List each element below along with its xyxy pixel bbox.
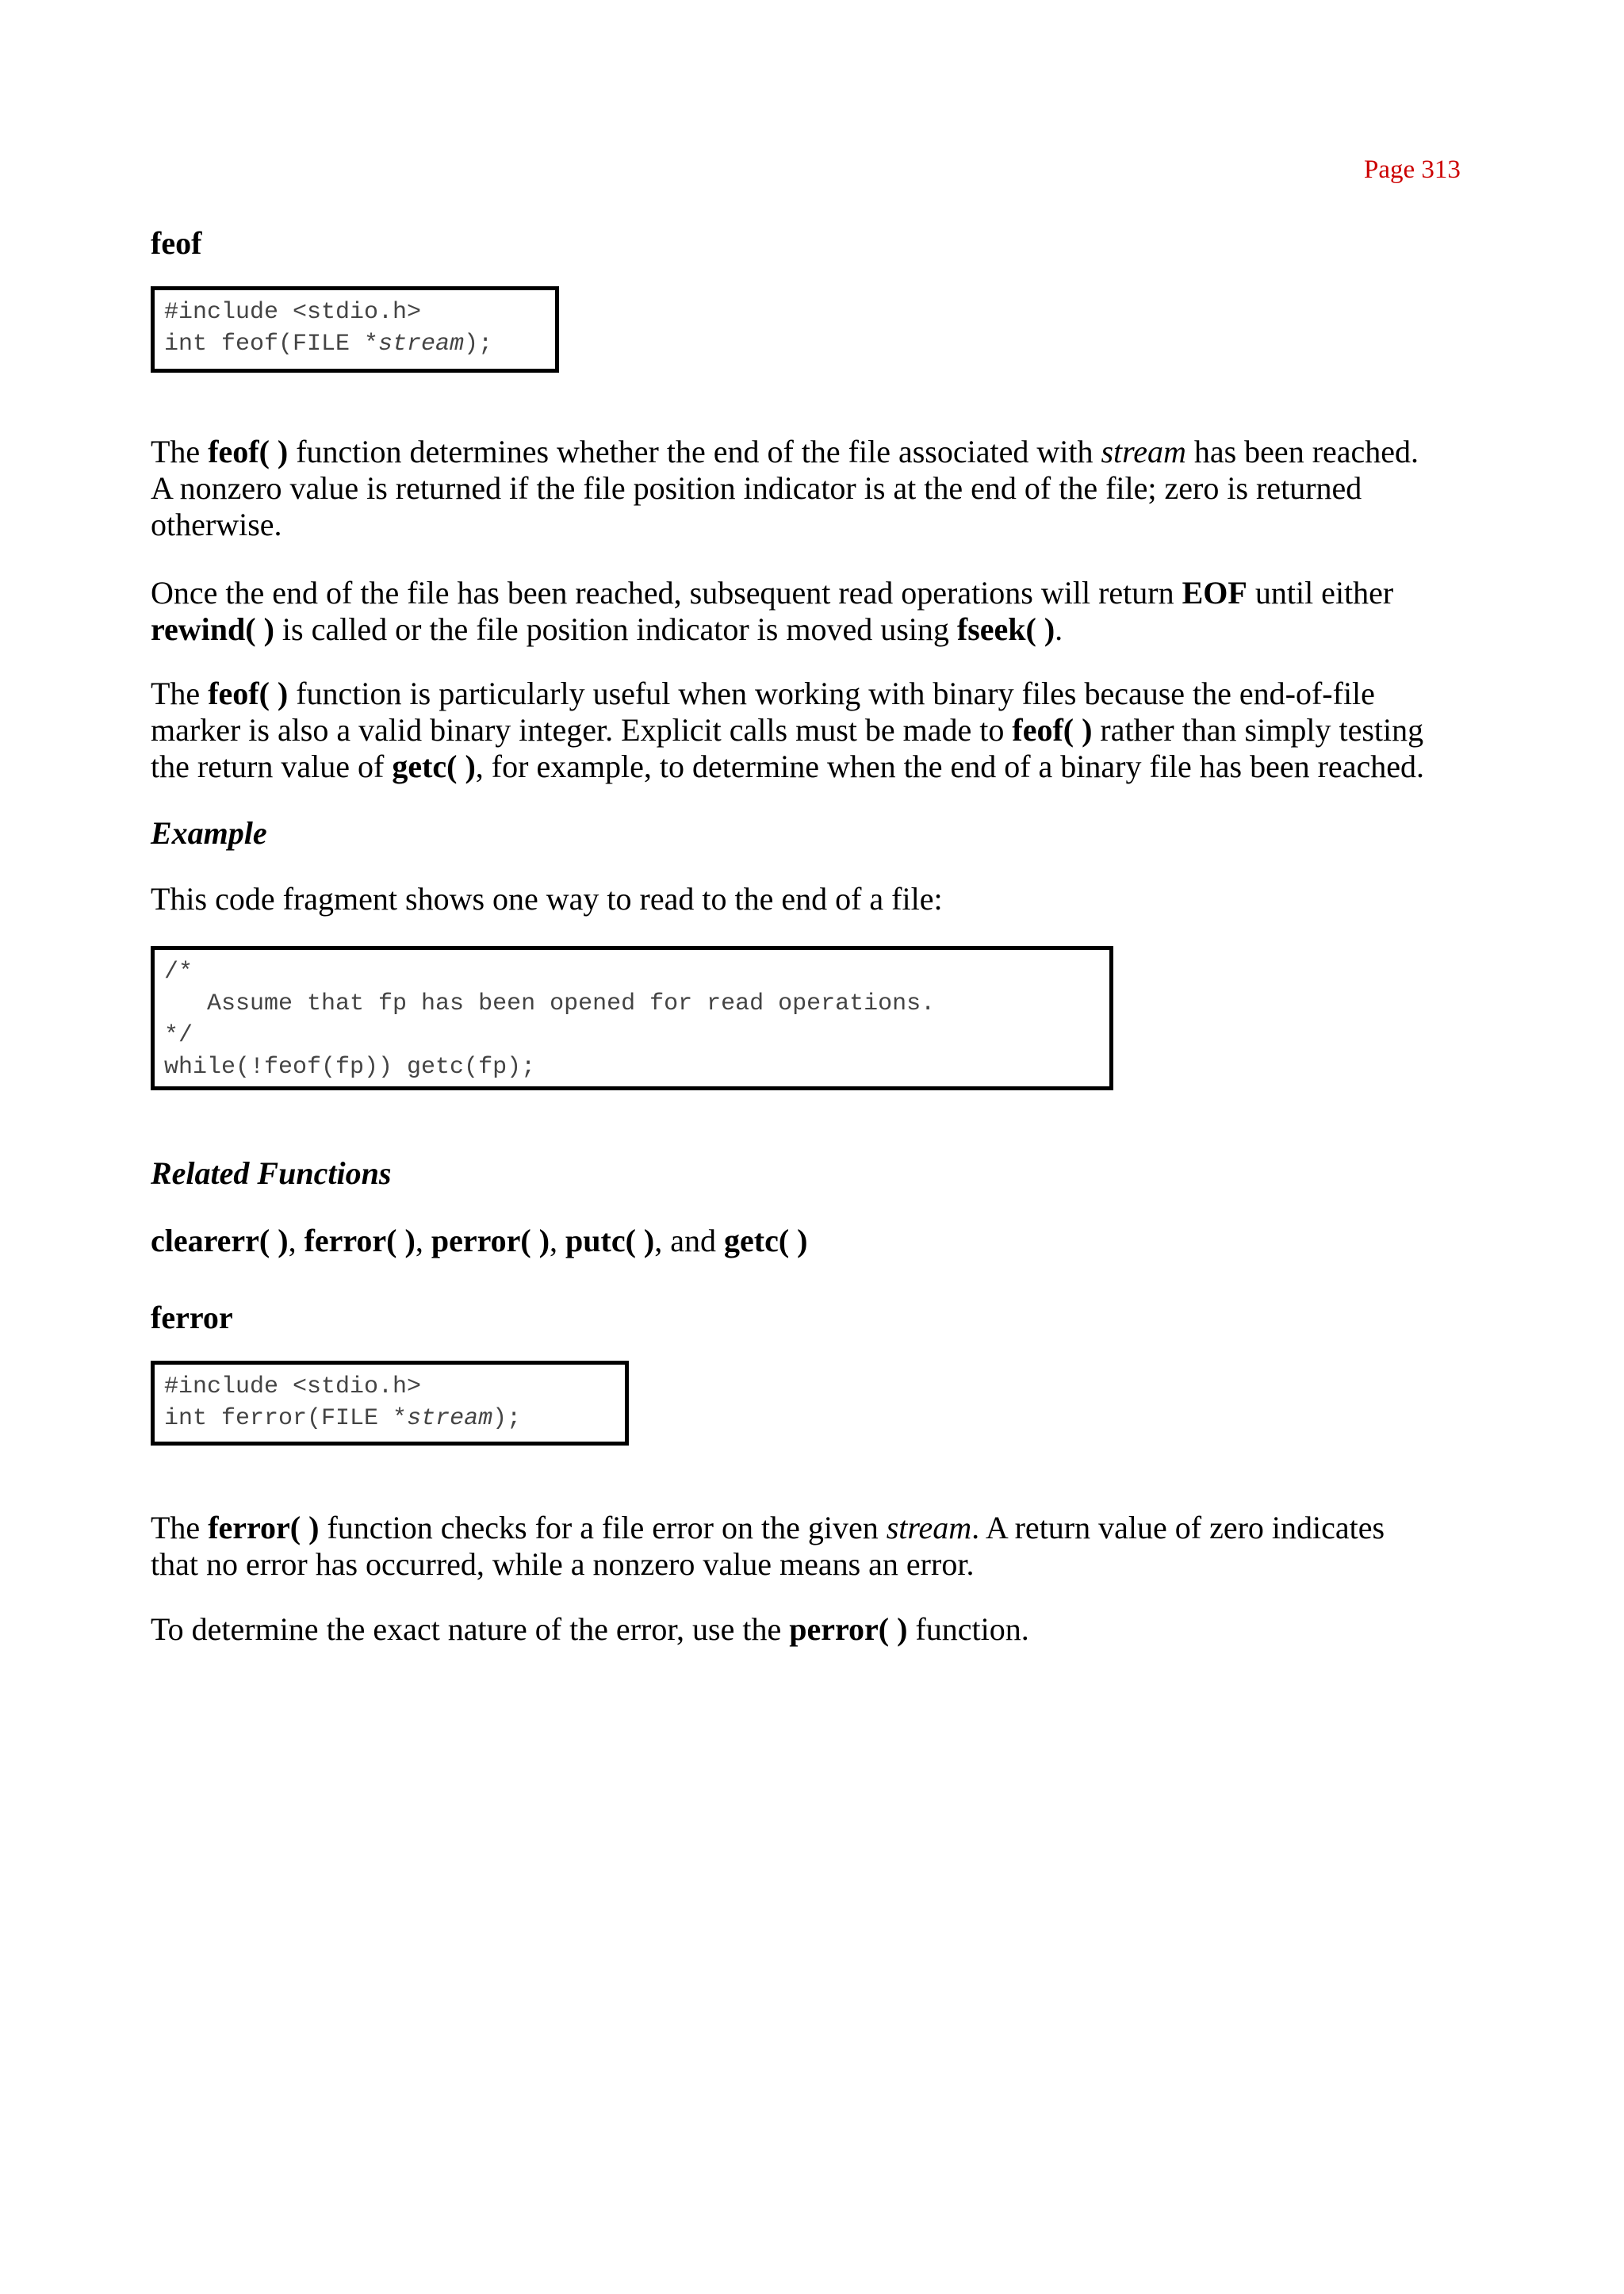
feof-prototype-box	[151, 286, 559, 373]
code-param: stream	[407, 1405, 493, 1432]
section-title-feof: feof	[151, 225, 202, 261]
example-heading: Example	[151, 815, 267, 851]
related-functions-list: clearerr( ), ferror( ), perror( ), putc( ), and getc( )	[151, 1223, 808, 1258]
ferror-perror-paragraph: To determine the exact nature of the error, use the perror( ) function.	[151, 1611, 1029, 1647]
ferror-description-paragraph: The ferror( ) function checks for a file error on the given stream. A return value of zero indicates that no error has occurred, while a nonzero value means an error.	[151, 1510, 1385, 1582]
code-line: #include <stdio.h>	[164, 299, 422, 326]
feof-description-paragraph: The feof( ) function determines whether the end of the file associated with stream has been reached. A nonzero value is returned if the file position indicator is at the end of the file; zero is returned otherwise.	[151, 434, 1419, 542]
example-code-box	[151, 946, 1113, 1090]
example-intro: This code fragment shows one way to read to the end of a file:	[151, 881, 943, 917]
code-line: #include <stdio.h>	[164, 1373, 422, 1400]
code-line: int feof(FILE *	[164, 331, 379, 358]
feof-binary-paragraph: The feof( ) function is particularly useful when working with binary files because the end-of-file marker is also a valid binary integer. Explicit calls must be made to feof( ) rather than simply testing the return value of getc( ), for example, to determine when the end of a binary file has been reached.	[151, 676, 1424, 784]
related-function: perror( )	[431, 1223, 550, 1258]
related-function: ferror( )	[304, 1223, 416, 1258]
code-line: );	[492, 1405, 522, 1432]
related-function: clearerr( )	[151, 1223, 289, 1258]
related-function: getc( )	[724, 1223, 808, 1258]
related-functions-heading: Related Functions	[151, 1155, 392, 1191]
code-param: stream	[378, 331, 465, 358]
code-line: );	[464, 331, 493, 358]
code-line: while(!feof(fp)) getc(fp);	[164, 1054, 536, 1081]
page-number: Page 313	[1364, 155, 1461, 184]
ferror-prototype-box	[151, 1361, 629, 1446]
code-line: */	[164, 1022, 193, 1049]
feof-eof-paragraph: Once the end of the file has been reached, subsequent read operations will return EOF until either rewind( ) is called or the file position indicator is moved using fseek( ).	[151, 575, 1394, 647]
related-function: putc( )	[565, 1223, 655, 1258]
code-line: Assume that fp has been opened for read operations.	[164, 990, 936, 1017]
code-line: /*	[164, 959, 193, 986]
code-line: int ferror(FILE *	[164, 1405, 408, 1432]
section-title-ferror: ferror	[151, 1300, 233, 1335]
